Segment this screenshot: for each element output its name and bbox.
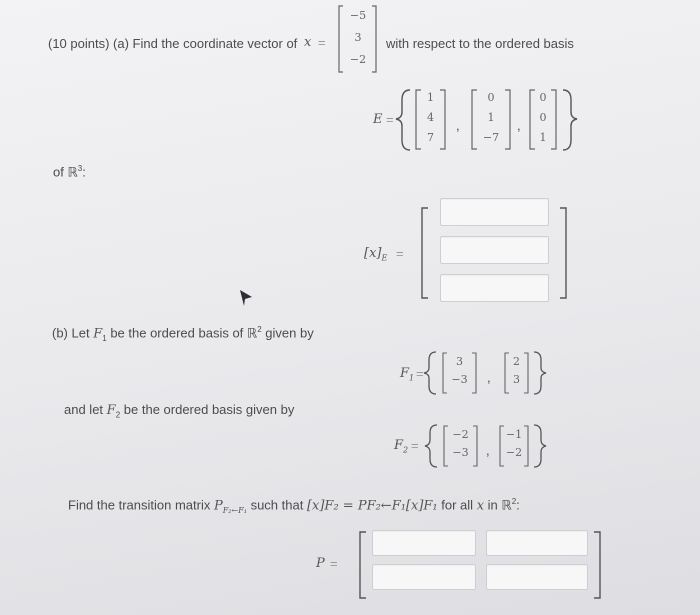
comma: ,	[517, 118, 521, 133]
F1-vector-2: 2 3	[513, 355, 520, 386]
P-input-22[interactable]	[486, 564, 588, 590]
with-respect-text: with respect to the ordered basis	[386, 36, 574, 51]
F2-label: $F_2$	[394, 438, 409, 455]
F2-equals: =	[411, 438, 419, 453]
var-x: x	[304, 35, 312, 50]
basis-E-vector-3: 0 0 1	[539, 91, 547, 144]
P-equals: =	[330, 556, 338, 571]
part-b-and-let: and let $F_2$ be the ordered basis given by	[64, 402, 295, 420]
comma: ,	[456, 118, 460, 133]
find-transition-text: Find the transition matrix $P_{F_2\leftarrow F_1}$ such that [x]F₂ = PF₂←F₁[x]F₁ for all x in ℝ$^2$:	[68, 497, 520, 515]
part-a-prefix: (10 points) (a) Find the coordinate vector of	[48, 36, 298, 51]
F1-label: $F_1$	[400, 366, 415, 383]
P-input-11[interactable]	[372, 530, 476, 556]
F2-vector-1: −2 −3	[452, 428, 469, 459]
P-input-21[interactable]	[372, 564, 476, 590]
basis-E-vector-1: 1 4 7	[427, 91, 434, 144]
F1-equals: =	[416, 366, 424, 381]
F1-vector-1: 3 −3	[451, 355, 468, 386]
equals-sign: =	[318, 35, 326, 50]
of-R3-text: of ℝ$^3$:	[53, 164, 86, 180]
basis-E-vector-2: 0 1 −7	[482, 91, 500, 144]
comma: ,	[487, 370, 491, 385]
comma: ,	[486, 443, 490, 458]
F2-vector-2: −1 −2	[505, 428, 523, 459]
x-entry-1: −5	[349, 9, 367, 22]
answer-xE-label: $[x]_E$	[364, 246, 388, 263]
x-entry-3: −2	[349, 53, 367, 66]
answer-equals: =	[396, 246, 404, 261]
basis-E-label: E	[373, 112, 383, 127]
basis-E-equals: =	[386, 112, 394, 127]
P-input-12[interactable]	[486, 530, 588, 556]
part-b-intro: (b) Let $F_1$ be the ordered basis of ℝ$^2$ given by	[52, 325, 314, 343]
P-label: P	[316, 556, 325, 571]
x-entry-2: 3	[354, 31, 362, 44]
